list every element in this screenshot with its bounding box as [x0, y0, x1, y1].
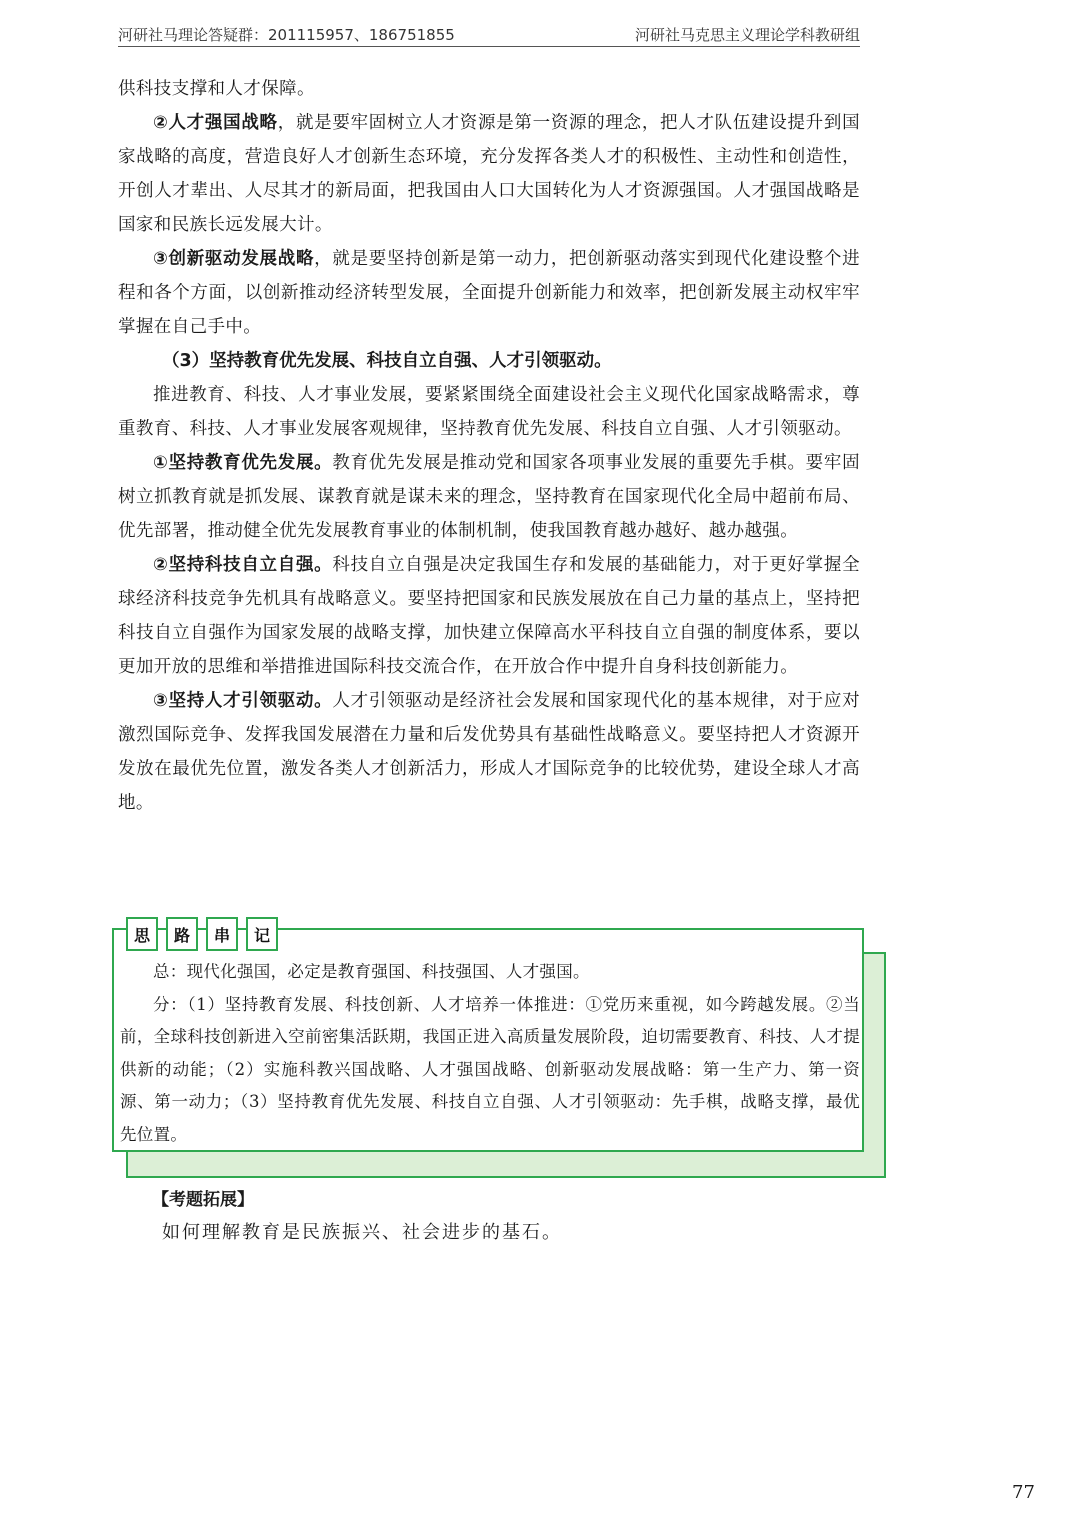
- header-left-text: 河研社马理论答疑群：201115957、186751855: [118, 26, 455, 44]
- term-tech-self-reliance: ②坚持科技自立自强。: [153, 555, 333, 575]
- memo-body: [120, 956, 860, 1151]
- paragraph-tech-self-reliance: [118, 548, 860, 684]
- term-talent-strategy: ②人才强国战略: [153, 113, 278, 133]
- paragraph-talent-strategy: [118, 106, 860, 242]
- term-innovation-strategy: ③创新驱动发展战略: [153, 249, 315, 269]
- paragraph-education-priority: [118, 446, 860, 548]
- paragraph-text: ，就是要牢固树立人才资源是第一资源的理念，把人才队伍建设提升到国家战略的高度，营造良好人才创新生态环境，充分发挥各类人才的积极性、主动性和创造性，开创人才辈出、人尽其才的新局面，把我国由人口大国转化为人才资源强国。人才强国战略是国家和民族长远发展大计。: [118, 113, 860, 235]
- memo-detail: 分：（1）坚持教育发展、科技创新、人才培养一体推进：①党历来重视，如今跨越发展。②当前，全球科技创新进入空前密集活跃期，我国正进入高质量发展阶段，迫切需要教育、科技、人才提供新的动能；（2）实施科教兴国战略、人才强国战略、创新驱动发展战略：第一生产力、第一资源、第一动力；（3）坚持教育优先发展、科技自立自强、人才引领驱动：先手棋，战略支撑，最优先位置。: [120, 994, 860, 1144]
- memo-tag: 记: [246, 917, 278, 951]
- paragraph-text: ，就是要坚持创新是第一动力，把创新驱动落实到现代化建设整个进程和各个方面，以创新推动经济转型发展，全面提升创新能力和效率，把创新发展主动权牢牢掌握在自己手中。: [118, 249, 861, 337]
- header-right-text: 河研社马克思主义理论学科教研组: [634, 26, 860, 44]
- paragraph-text: 人才引领驱动是经济社会发展和国家现代化的基本规律，对于应对激烈国际竞争、发挥我国发展潜在力量和后发优势具有基础性战略意义。要坚持把人才资源开发放在最优先位置，激发各类人才创新活力，形成人才国际竞争的比较优势，建设全球人才高地。: [118, 691, 860, 813]
- paragraph-continuation: 供科技支撑和人才保障。: [118, 79, 315, 99]
- paragraph-text: 科技自立自强是决定我国生存和发展的基础能力，对于更好掌握全球经济科技竞争先机具有战略意义。要坚持把国家和民族发展放在自己力量的基点上，坚持把科技自立自强作为国家发展的战略支撑，加快建立保障高水平科技自立自强的制度体系，要以更加开放的思维和举措推进国际科技交流合作，在开放合作中提升自身科技创新能力。: [118, 555, 860, 677]
- term-talent-driven: ③坚持人才引领驱动。: [153, 691, 333, 711]
- memo-tags: [126, 917, 278, 951]
- extension-question: 如何理解教育是民族振兴、社会进步的基石。: [162, 1222, 562, 1243]
- page-number: 77: [1012, 1482, 1035, 1503]
- main-content: [118, 72, 860, 820]
- memo-tag: 串: [206, 917, 238, 951]
- paragraph-innovation-strategy: [118, 242, 860, 344]
- paragraph-text: 教育优先发展是推动党和国家各项事业发展的重要先手棋。要牢固树立抓教育就是抓发展、谋教育就是谋未来的理念，坚持教育在国家现代化全局中超前布局、优先部署，推动健全优先发展教育事业的体制机制，使我国教育越办越好、越办越强。: [118, 453, 860, 541]
- memo-tag: 思: [126, 917, 158, 951]
- extension-title: 【考题拓展】: [152, 1190, 254, 1210]
- paragraph-talent-driven: [118, 684, 860, 820]
- memo-tag: 路: [166, 917, 198, 951]
- term-education-priority: ①坚持教育优先发展。: [153, 453, 333, 473]
- page-header: [118, 24, 860, 47]
- section-heading: （3）坚持教育优先发展、科技自立自强、人才引领驱动。: [162, 351, 612, 371]
- paragraph-intro: 推进教育、科技、人才事业发展，要紧紧围绕全面建设社会主义现代化国家战略需求，尊重教育、科技、人才事业发展客观规律，坚持教育优先发展、科技自立自强、人才引领驱动。: [118, 385, 860, 439]
- memo-summary: 总：现代化强国，必定是教育强国、科技强国、人才强国。: [153, 962, 590, 981]
